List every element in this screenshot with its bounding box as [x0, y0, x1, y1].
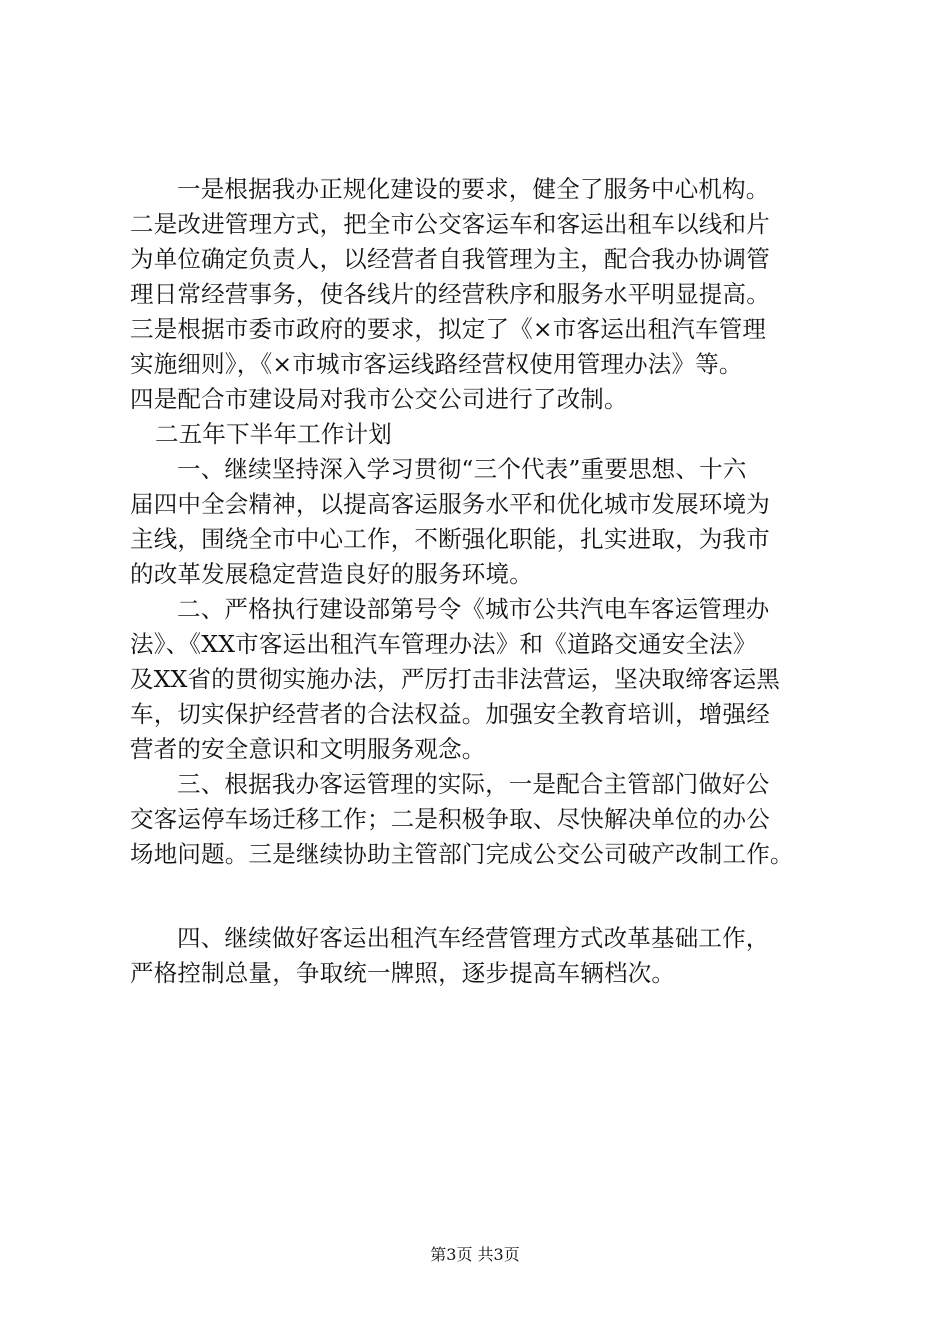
text-line: 的改革发展稳定营造良好的服务环境。 — [130, 560, 533, 588]
text-line: 严格控制总量，争取统一牌照，逐步提高车辆档次。 — [130, 959, 676, 987]
text-line: 四是配合市建设局对我市公交公司进行了改制。 — [130, 385, 628, 413]
text-line: 为单位确定负责人，以经营者自我管理为主，配合我办协调管 — [130, 245, 770, 273]
text-line: 法》、《XX市客运出租汽车管理办法》和《道路交通安全法》 — [130, 630, 757, 658]
document-body — [130, 172, 850, 991]
text-line: 交客运停车场迁移工作；二是积极争取、尽快解决单位的办公 — [130, 805, 770, 833]
text-line: 一是根据我办正规化建设的要求，健全了服务中心机构。 — [177, 175, 770, 203]
paragraph-gap — [130, 872, 850, 921]
text-line: 三是根据市委市政府的要求，拟定了《×市客运出租汽车管理 — [130, 315, 767, 343]
text-line: 实施细则》，《×市城市客运线路经营权使用管理办法》等。 — [130, 350, 743, 378]
section-heading: 二五年下半年工作计划 — [155, 420, 392, 448]
text-line: 营者的安全意识和文明服务观念。 — [130, 735, 486, 763]
text-line: 届四中全会精神，以提高客运服务水平和优化城市发展环境为 — [130, 490, 770, 518]
text-line: 主线，围绕全市中心工作，不断强化职能，扎实进取，为我市 — [130, 525, 770, 553]
text-line: 车，切实保护经营者的合法权益。加强安全教育培训，增强经 — [130, 700, 770, 728]
text-line: 二、严格执行建设部第号令《城市公共汽电车客运管理办 — [177, 595, 770, 623]
text-line: 一、继续坚持深入学习贯彻“三个代表”重要思想、十六 — [177, 455, 747, 483]
text-line: 四、继续做好客运出租汽车经营管理方式改革基础工作， — [177, 924, 770, 952]
page-footer: 第3页 共3页 — [430, 1245, 520, 1264]
text-line: 二是改进管理方式，把全市公交客运车和客运出租车以线和片 — [130, 210, 770, 238]
text-line: 及XX省的贯彻实施办法，严厉打击非法营运，坚决取缔客运黑 — [130, 665, 781, 693]
text-line: 场地问题。三是继续协助主管部门完成公交公司破产改制工作。 — [130, 840, 794, 868]
text-line: 三、根据我办客运管理的实际，一是配合主管部门做好公 — [177, 770, 770, 798]
text-line: 理日常经营事务，使各线片的经营秩序和服务水平明显提高。 — [130, 280, 770, 308]
